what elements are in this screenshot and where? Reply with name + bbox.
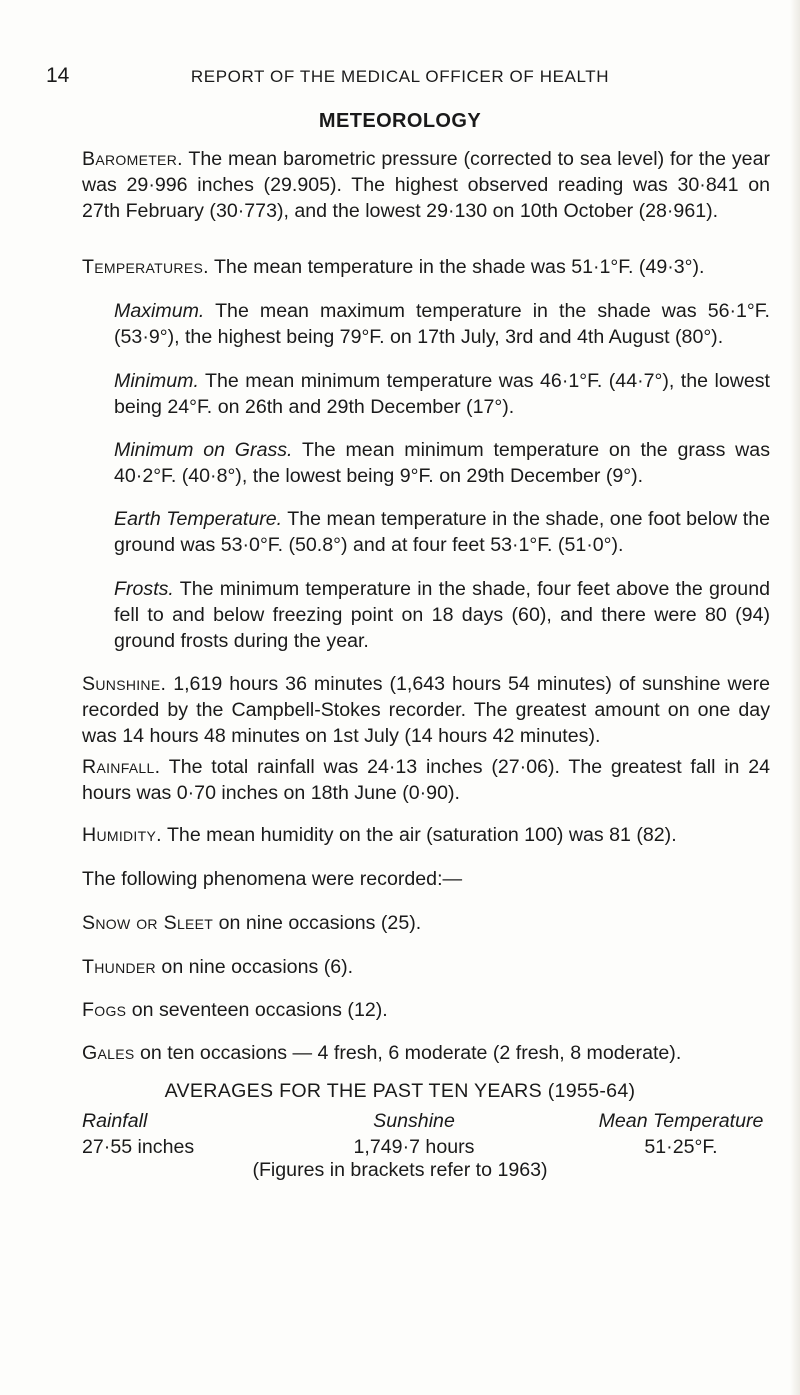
thunder-label: Thunder xyxy=(82,956,156,978)
running-title: REPORT OF THE MEDICAL OFFICER OF HEALTH xyxy=(190,67,610,86)
earth-temperature-paragraph xyxy=(114,506,770,558)
earth-temperature-label: Earth Temperature. xyxy=(114,508,283,530)
maximum-text: The mean maximum temperature in the shade was 56·1°F. (53·9°), the highest being 79°F. on 17th July, 3rd and 4th August (80°). xyxy=(114,300,770,348)
average-sunshine-label: Sunshine xyxy=(373,1110,455,1132)
average-sunshine-value: 1,749·7 hours xyxy=(353,1136,475,1158)
average-rainfall-value: 27·55 inches xyxy=(82,1136,195,1158)
barometer-label: Barometer. xyxy=(82,148,183,170)
maximum-paragraph xyxy=(114,298,770,350)
fogs-text: on seventeen occasions (12). xyxy=(131,999,388,1021)
snow-text: on nine occasions (25). xyxy=(218,912,422,934)
gales-paragraph xyxy=(82,1040,770,1066)
fogs-label: Fogs xyxy=(82,999,127,1021)
minimum-grass-text: The mean minimum temperature on the grass was 40·2°F. (40·8°), the lowest being 9°F. on 29th December (9°). xyxy=(114,439,771,487)
averages-heading: AVERAGES FOR THE PAST TEN YEARS (1955-64) xyxy=(164,1080,636,1102)
frosts-paragraph xyxy=(114,576,770,654)
snow-paragraph xyxy=(82,910,770,936)
gales-text: on ten occasions — 4 fresh, 6 moderate (2 fresh, 8 moderate). xyxy=(140,1042,682,1064)
minimum-text: The mean minimum temperature was 46·1°F. (44·7°), the lowest being 24°F. on 26th and 29th December (17°). xyxy=(114,370,771,418)
minimum-label: Minimum. xyxy=(114,370,199,392)
page-edge-shadow xyxy=(790,0,800,1395)
barometer-text: The mean barometric pressure (corrected to sea level) for the year was 29·996 inches (29.905). The highest observed reading was 30·841 on 27th February (30·773), and the lowest 29·130 on 10th October (28·961). xyxy=(82,148,770,222)
rainfall-text: The total rainfall was 24·13 inches (27·06). The greatest fall in 24 hours was 0·70 inches on 18th June (0·90). xyxy=(82,756,770,804)
minimum-grass-paragraph xyxy=(114,437,770,489)
temperatures-paragraph xyxy=(82,254,770,280)
minimum-grass-label: Minimum on Grass. xyxy=(114,439,293,461)
thunder-paragraph xyxy=(82,954,770,980)
snow-label: Snow or Sleet xyxy=(82,912,214,934)
maximum-label: Maximum. xyxy=(114,300,205,322)
humidity-text: The mean humidity on the air (saturation 100) was 81 (82). xyxy=(166,824,677,846)
page-header xyxy=(0,64,800,90)
barometer-paragraph xyxy=(82,146,770,224)
phenomena-intro xyxy=(82,866,770,892)
minimum-paragraph xyxy=(114,368,770,420)
section-title: METEOROLOGY xyxy=(318,110,482,132)
sunshine-label: Sunshine. xyxy=(82,673,167,695)
brackets-note: (Figures in brackets refer to 1963) xyxy=(252,1159,548,1181)
average-mean-temperature-value: 51·25°F. xyxy=(644,1136,718,1158)
humidity-label: Humidity. xyxy=(82,824,162,846)
page-number: 14 xyxy=(46,64,70,87)
frosts-text: The minimum temperature in the shade, four feet above the ground fell to and below freezing point on 18 days (60), and there were 80 (94) ground frosts during the year. xyxy=(114,578,770,652)
earth-temperature-text: The mean temperature in the shade, one foot below the ground was 53·0°F. (50.8°) and at four feet 53·1°F. (51·0°). xyxy=(114,508,771,556)
temperatures-label: Temperatures. xyxy=(82,256,209,278)
average-mean-temperature xyxy=(585,1108,777,1160)
temperatures-text: The mean temperature in the shade was 51·1°F. (49·3°). xyxy=(213,256,705,278)
phenomena-intro-text: The following phenomena were recorded:— xyxy=(82,868,463,890)
average-rainfall-label: Rainfall xyxy=(82,1110,148,1132)
average-rainfall xyxy=(82,1108,194,1160)
fogs-paragraph xyxy=(82,997,770,1023)
thunder-text: on nine occasions (6). xyxy=(161,956,354,978)
gales-label: Gales xyxy=(82,1042,135,1064)
rainfall-label: Rainfall. xyxy=(82,756,161,778)
frosts-label: Frosts. xyxy=(114,578,174,600)
sunshine-paragraph xyxy=(82,671,770,749)
rainfall-paragraph xyxy=(82,754,770,806)
humidity-paragraph xyxy=(82,822,770,848)
sunshine-text: 1,619 hours 36 minutes (1,643 hours 54 minutes) of sunshine were recorded by the Campbell-Stokes recorder. The greatest amount on one day was 14 hours 48 minutes on 1st July (14 hours 42 minutes). xyxy=(82,673,770,747)
average-sunshine xyxy=(324,1108,504,1160)
average-mean-temperature-label: Mean Temperature xyxy=(598,1110,764,1132)
